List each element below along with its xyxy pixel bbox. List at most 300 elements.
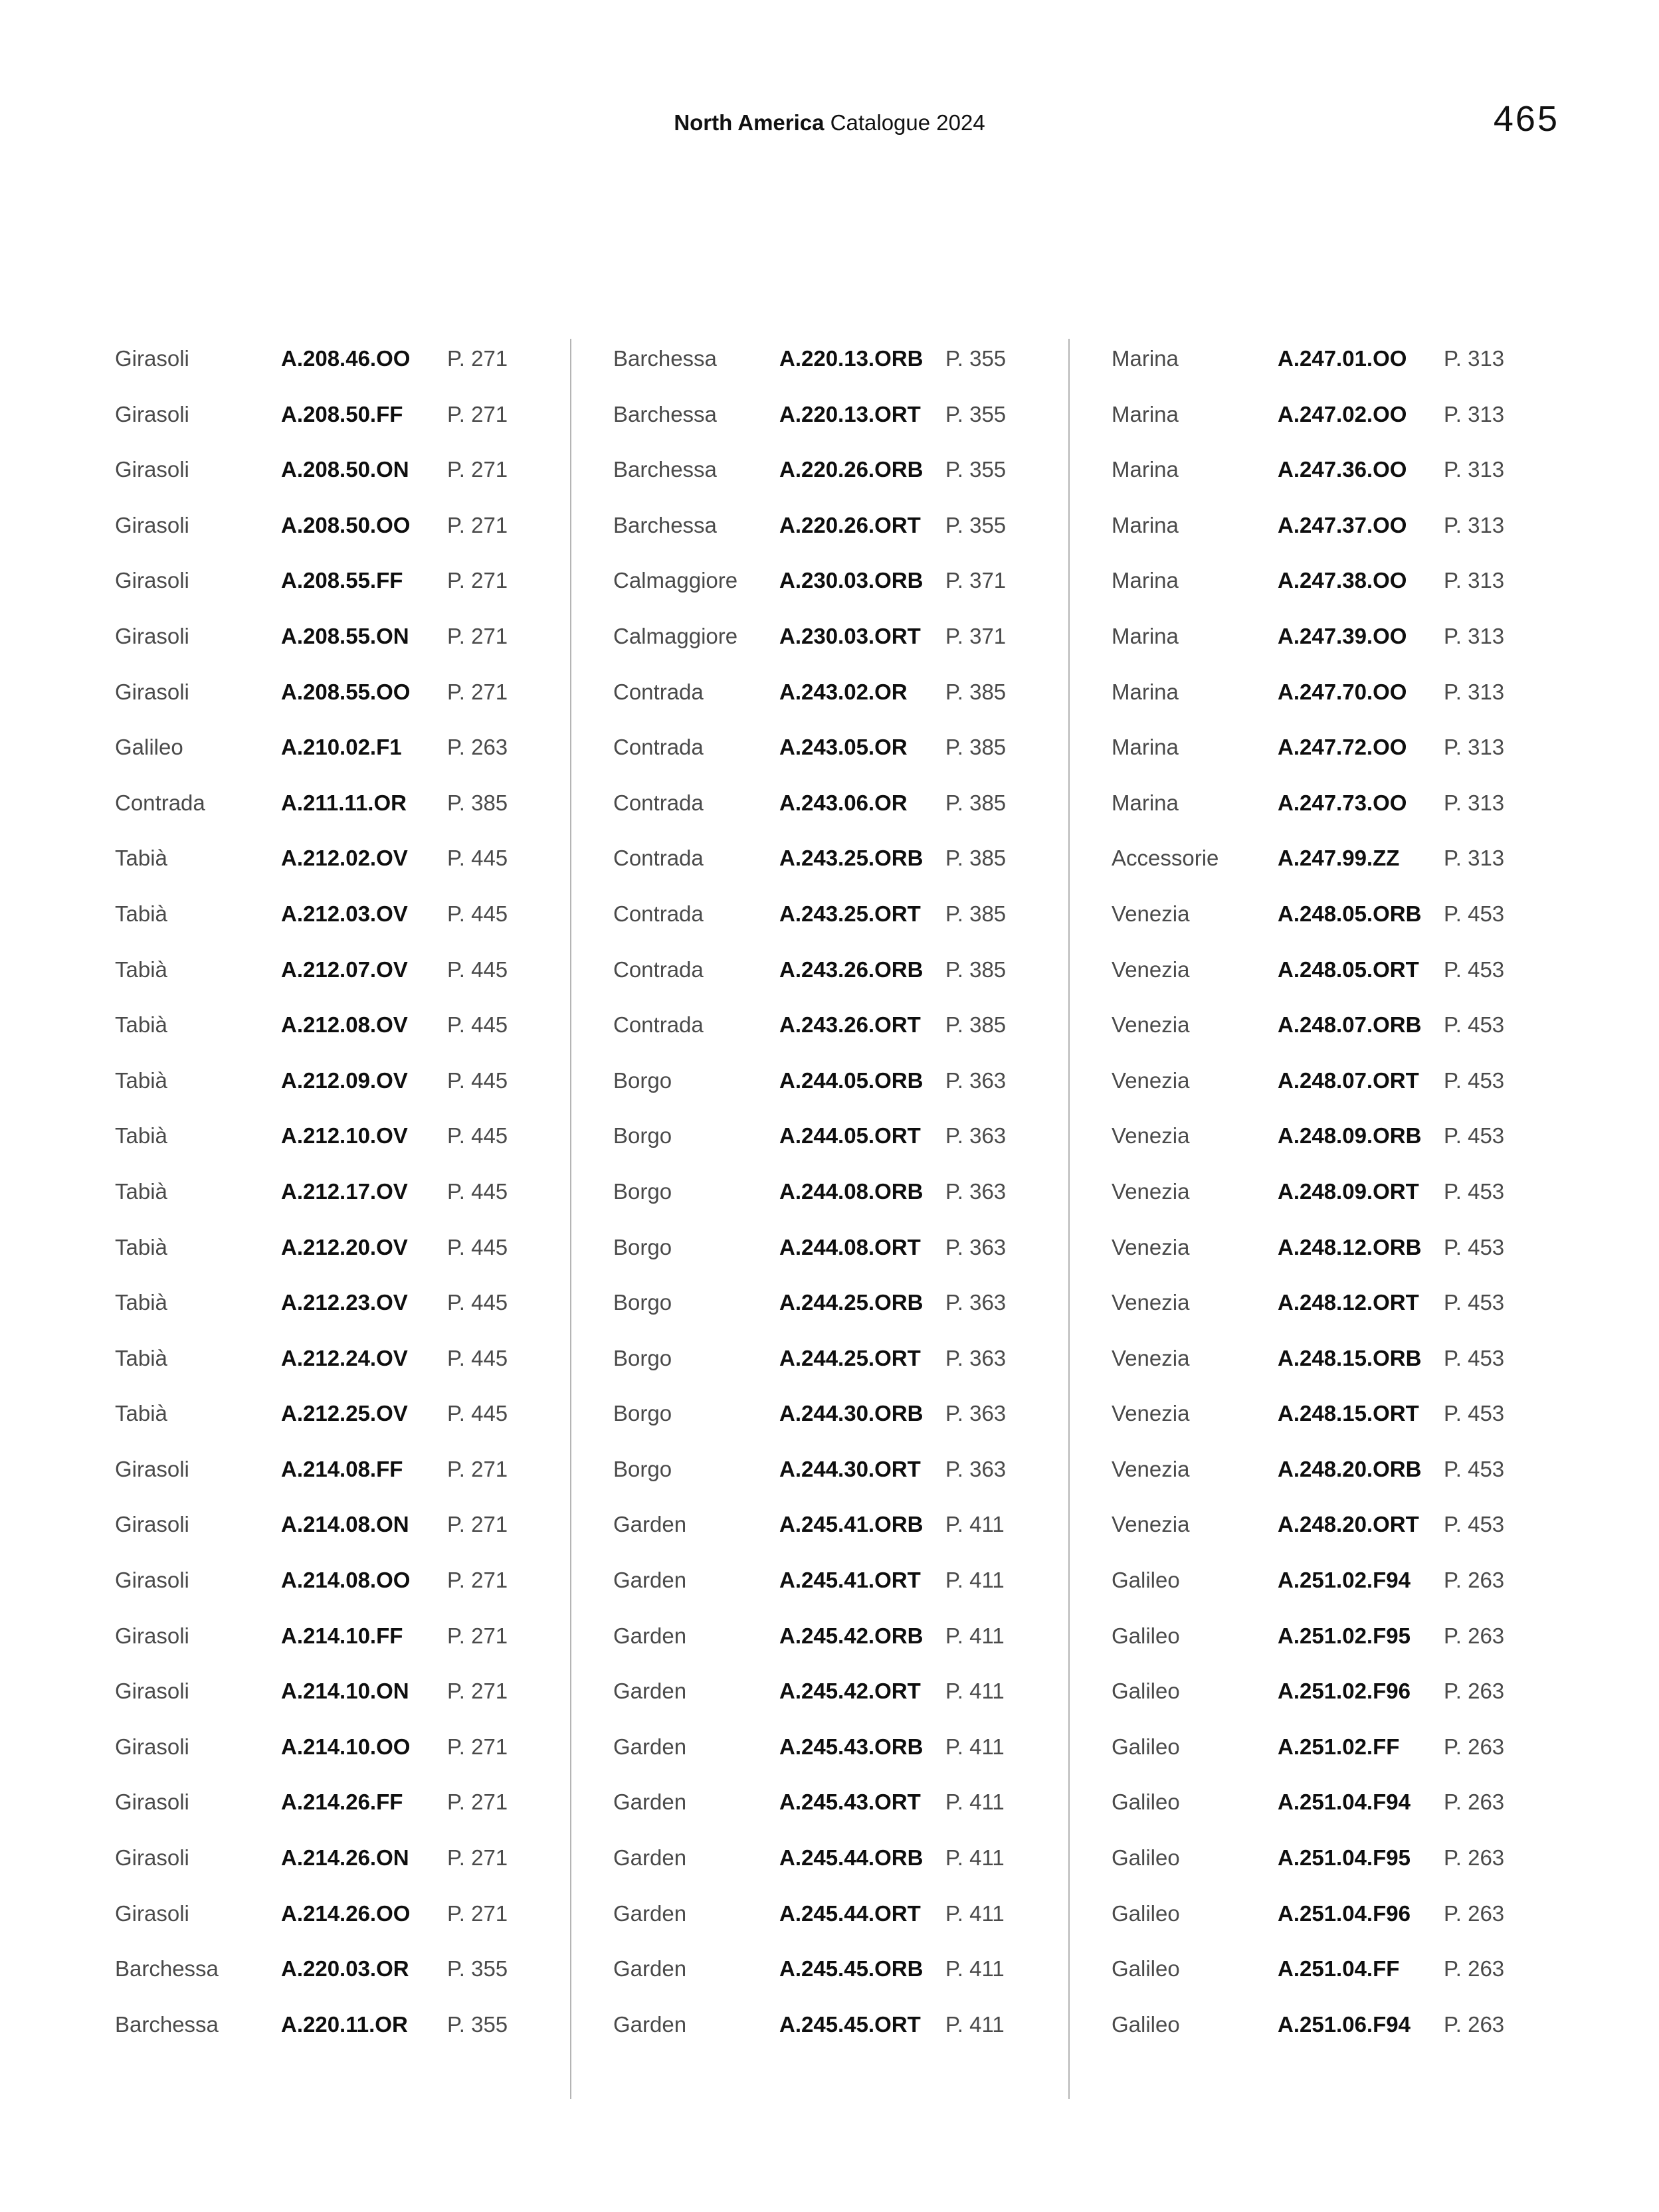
table-row [613,1283,1025,1338]
page-reference: P. 411 [945,1623,1005,1648]
page-reference: P. 313 [1444,346,1505,371]
page-reference: P. 385 [945,846,1007,871]
collection-name: Girasoli [115,512,189,537]
collection-name: Marina [1112,679,1179,704]
table-row [115,450,527,506]
collection-name: Galileo [1112,1900,1180,1926]
page-reference: P. 363 [945,1401,1007,1426]
collection-name: Venezia [1112,1067,1190,1093]
index-table [115,339,1570,2099]
page-reference: P. 313 [1444,512,1505,537]
collection-name: Calmaggiore [613,623,738,648]
index-column-1 [115,339,527,2060]
collection-name: Galileo [1112,1568,1180,1593]
page-reference: P. 411 [945,1679,1005,1704]
product-code: A.243.26.ORT [779,1012,921,1038]
collection-name: Tabià [115,1178,167,1204]
table-row [613,1671,1025,1727]
collection-name: Barchessa [613,457,717,482]
product-code: A.214.26.ON [281,1845,409,1871]
product-code: A.244.30.ORT [779,1456,921,1481]
table-row [613,1228,1025,1283]
collection-name: Contrada [613,790,704,815]
collection-name: Garden [613,1679,687,1704]
collection-name: Marina [1112,790,1179,815]
collection-name: Tabià [115,901,167,926]
product-code: A.243.06.OR [779,790,908,815]
table-row [1112,1449,1523,1505]
table-row [613,561,1025,616]
table-row [115,1116,527,1172]
collection-name: Girasoli [115,1900,189,1926]
product-code: A.248.20.ORB [1278,1456,1422,1481]
product-code: A.243.25.ORB [779,846,924,871]
collection-name: Girasoli [115,679,189,704]
table-row [1112,672,1523,728]
table-row [1112,1394,1523,1449]
product-code: A.251.02.F94 [1278,1568,1411,1593]
page-reference: P. 445 [447,1401,508,1426]
page-reference: P. 263 [1444,1568,1505,1593]
product-code: A.220.26.ORT [779,512,921,537]
page-reference: P. 271 [447,346,508,371]
page-reference: P. 355 [945,512,1007,537]
column-divider [570,339,571,2099]
table-row [1112,1616,1523,1672]
header-brand: North America [674,110,825,135]
page-reference: P. 263 [1444,1845,1505,1871]
collection-name: Barchessa [115,1956,219,1982]
page-reference: P. 313 [1444,568,1505,593]
product-code: A.247.73.OO [1278,790,1407,815]
page-reference: P. 271 [447,1679,508,1704]
product-code: A.214.26.FF [281,1790,403,1815]
page-reference: P. 313 [1444,623,1505,648]
product-code: A.245.45.ORB [779,1956,924,1982]
page-reference: P. 385 [945,957,1007,982]
index-column-2 [613,339,1025,2060]
table-row [115,1005,527,1061]
table-row [613,450,1025,506]
product-code: A.247.37.OO [1278,512,1407,537]
table-row [613,1172,1025,1228]
table-row [613,783,1025,839]
table-row [115,783,527,839]
page-reference: P. 371 [945,568,1007,593]
product-code: A.251.02.F96 [1278,1679,1411,1704]
collection-name: Contrada [613,957,704,982]
table-row [1112,1116,1523,1172]
collection-name: Contrada [613,1012,704,1038]
page-reference: P. 363 [945,1178,1007,1204]
page-reference: P. 453 [1444,957,1505,982]
page-reference: P. 313 [1444,457,1505,482]
table-row [613,1616,1025,1672]
page-reference: P. 313 [1444,401,1505,426]
collection-name: Venezia [1112,1345,1190,1370]
table-row [115,1782,527,1838]
table-row [1112,838,1523,894]
page-reference: P. 263 [1444,2011,1505,2037]
page-reference: P. 445 [447,1012,508,1038]
table-row [1112,2005,1523,2061]
product-code: A.245.44.ORT [779,1900,921,1926]
product-code: A.251.04.FF [1278,1956,1400,1982]
collection-name: Barchessa [613,346,717,371]
product-code: A.251.02.F95 [1278,1623,1411,1648]
product-code: A.211.11.OR [281,790,407,815]
collection-name: Garden [613,1845,687,1871]
collection-name: Tabià [115,1401,167,1426]
table-row [613,1449,1025,1505]
page-reference: P. 453 [1444,1345,1505,1370]
product-code: A.244.05.ORB [779,1067,924,1093]
collection-name: Borgo [613,1401,672,1426]
page-reference: P. 411 [945,1845,1005,1871]
product-code: A.208.46.OO [281,346,411,371]
table-row [115,1283,527,1338]
product-code: A.245.41.ORB [779,1512,924,1537]
collection-name: Venezia [1112,1234,1190,1259]
table-row [115,2005,527,2061]
product-code: A.248.15.ORT [1278,1401,1419,1426]
collection-name: Garden [613,1790,687,1815]
table-row [115,395,527,450]
product-code: A.245.43.ORT [779,1790,921,1815]
page-reference: P. 363 [945,1345,1007,1370]
page-reference: P. 263 [1444,1790,1505,1815]
product-code: A.245.44.ORB [779,1845,924,1871]
page-reference: P. 453 [1444,1012,1505,1038]
table-row [115,1172,527,1228]
product-code: A.245.42.ORB [779,1623,924,1648]
collection-name: Venezia [1112,901,1190,926]
collection-name: Venezia [1112,1512,1190,1537]
product-code: A.251.04.F95 [1278,1845,1411,1871]
product-code: A.214.10.ON [281,1679,409,1704]
table-row [115,894,527,950]
collection-name: Accessorie [1112,846,1219,871]
table-row [613,616,1025,672]
page-reference: P. 271 [447,512,508,537]
collection-name: Girasoli [115,1623,189,1648]
collection-name: Marina [1112,623,1179,648]
page-header [0,110,1659,136]
page-reference: P. 263 [1444,1623,1505,1648]
page-reference: P. 411 [945,1790,1005,1815]
collection-name: Venezia [1112,1290,1190,1315]
collection-name: Borgo [613,1067,672,1093]
page-reference: P. 313 [1444,790,1505,815]
page-reference: P. 355 [447,2011,508,2037]
product-code: A.248.12.ORT [1278,1290,1419,1315]
index-column-3 [1112,339,1523,2060]
product-code: A.244.08.ORT [779,1234,921,1259]
product-code: A.214.08.OO [281,1568,411,1593]
product-code: A.230.03.ORB [779,568,924,593]
table-row [1112,1949,1523,2005]
page-reference: P. 385 [945,901,1007,926]
page-reference: P. 263 [447,735,508,760]
product-code: A.212.23.OV [281,1290,408,1315]
table-row [115,506,527,561]
collection-name: Contrada [115,790,205,815]
page-reference: P. 385 [945,790,1007,815]
table-row [115,672,527,728]
collection-name: Marina [1112,346,1179,371]
table-row [115,339,527,395]
product-code: A.244.25.ORB [779,1290,924,1315]
table-row [613,1338,1025,1394]
collection-name: Garden [613,1900,687,1926]
page-number: 465 [1493,99,1559,139]
page-reference: P. 263 [1444,1900,1505,1926]
product-code: A.214.26.OO [281,1900,411,1926]
table-row [115,1338,527,1394]
collection-name: Garden [613,2011,687,2037]
collection-name: Barchessa [115,2011,219,2037]
collection-name: Girasoli [115,1456,189,1481]
table-row [613,1560,1025,1616]
page-reference: P. 445 [447,1067,508,1093]
product-code: A.212.08.OV [281,1012,408,1038]
collection-name: Galileo [115,735,183,760]
table-row [613,1116,1025,1172]
page-reference: P. 313 [1444,679,1505,704]
collection-name: Venezia [1112,1123,1190,1149]
collection-name: Girasoli [115,623,189,648]
page-reference: P. 271 [447,401,508,426]
table-row [613,1782,1025,1838]
table-row [1112,727,1523,783]
product-code: A.247.36.OO [1278,457,1407,482]
page-reference: P. 271 [447,1456,508,1481]
collection-name: Contrada [613,735,704,760]
product-code: A.251.04.F94 [1278,1790,1411,1815]
table-row [115,1894,527,1950]
product-code: A.212.20.OV [281,1234,408,1259]
table-row [1112,894,1523,950]
table-row [1112,1172,1523,1228]
collection-name: Contrada [613,901,704,926]
product-code: A.244.05.ORT [779,1123,921,1149]
product-code: A.248.07.ORB [1278,1012,1422,1038]
table-row [613,1894,1025,1950]
product-code: A.245.42.ORT [779,1679,921,1704]
page-reference: P. 313 [1444,735,1505,760]
table-row [613,1061,1025,1117]
product-code: A.208.55.ON [281,623,409,648]
table-row [613,395,1025,450]
collection-name: Girasoli [115,568,189,593]
page-reference: P. 263 [1444,1734,1505,1759]
table-row [613,1949,1025,2005]
page-reference: P. 363 [945,1290,1007,1315]
product-code: A.243.05.OR [779,735,908,760]
product-code: A.208.50.ON [281,457,409,482]
collection-name: Galileo [1112,2011,1180,2037]
product-code: A.248.09.ORB [1278,1123,1422,1149]
table-row [115,1727,527,1783]
page-reference: P. 363 [945,1234,1007,1259]
table-row [115,1061,527,1117]
product-code: A.251.06.F94 [1278,2011,1411,2037]
page-reference: P. 271 [447,679,508,704]
table-row [613,1727,1025,1783]
page-reference: P. 271 [447,1512,508,1537]
collection-name: Borgo [613,1234,672,1259]
table-row [115,1505,527,1560]
page-reference: P. 271 [447,457,508,482]
page-reference: P. 363 [945,1123,1007,1149]
collection-name: Borgo [613,1345,672,1370]
product-code: A.247.72.OO [1278,735,1407,760]
product-code: A.244.08.ORB [779,1178,924,1204]
collection-name: Galileo [1112,1623,1180,1648]
product-code: A.220.26.ORB [779,457,924,482]
collection-name: Venezia [1112,1012,1190,1038]
table-row [613,1505,1025,1560]
table-row [1112,395,1523,450]
page-reference: P. 271 [447,568,508,593]
page-reference: P. 445 [447,846,508,871]
table-row [1112,1005,1523,1061]
product-code: A.243.25.ORT [779,901,921,926]
collection-name: Galileo [1112,1956,1180,1982]
page-reference: P. 445 [447,1234,508,1259]
collection-name: Tabià [115,846,167,871]
collection-name: Girasoli [115,1790,189,1815]
product-code: A.220.03.OR [281,1956,409,1982]
collection-name: Tabià [115,957,167,982]
collection-name: Barchessa [613,512,717,537]
collection-name: Contrada [613,679,704,704]
page-reference: P. 411 [945,1568,1005,1593]
collection-name: Borgo [613,1456,672,1481]
collection-name: Marina [1112,568,1179,593]
table-row [115,950,527,1006]
collection-name: Tabià [115,1012,167,1038]
table-row [613,894,1025,950]
page-reference: P. 411 [945,1900,1005,1926]
page-reference: P. 453 [1444,1401,1505,1426]
product-code: A.208.50.OO [281,512,411,537]
page-reference: P. 271 [447,1845,508,1871]
product-code: A.220.11.OR [281,2011,408,2037]
table-row [613,1838,1025,1894]
table-row [613,2005,1025,2061]
page-reference: P. 385 [945,679,1007,704]
table-row [115,1560,527,1616]
page-reference: P. 271 [447,1900,508,1926]
product-code: A.214.08.ON [281,1512,409,1537]
product-code: A.212.10.OV [281,1123,408,1149]
product-code: A.208.50.FF [281,401,403,426]
page-reference: P. 355 [945,401,1007,426]
product-code: A.247.02.OO [1278,401,1407,426]
product-code: A.212.25.OV [281,1401,408,1426]
table-row [1112,339,1523,395]
page-reference: P. 445 [447,1345,508,1370]
product-code: A.244.30.ORB [779,1401,924,1426]
page-reference: P. 271 [447,1790,508,1815]
product-code: A.214.10.FF [281,1623,403,1648]
page-reference: P. 453 [1444,1178,1505,1204]
product-code: A.245.43.ORB [779,1734,924,1759]
product-code: A.208.55.OO [281,679,411,704]
collection-name: Girasoli [115,401,189,426]
product-code: A.212.07.OV [281,957,408,982]
page-reference: P. 445 [447,1178,508,1204]
product-code: A.251.04.F96 [1278,1900,1411,1926]
collection-name: Marina [1112,512,1179,537]
collection-name: Venezia [1112,1401,1190,1426]
table-row [613,672,1025,728]
table-row [115,1449,527,1505]
collection-name: Galileo [1112,1845,1180,1871]
table-row [613,1005,1025,1061]
page-reference: P. 445 [447,1123,508,1149]
table-row [1112,1894,1523,1950]
page-reference: P. 355 [945,346,1007,371]
page-reference: P. 271 [447,623,508,648]
table-row [1112,616,1523,672]
product-code: A.247.01.OO [1278,346,1407,371]
collection-name: Garden [613,1568,687,1593]
table-row [1112,1838,1523,1894]
page-reference: P. 355 [945,457,1007,482]
product-code: A.245.41.ORT [779,1568,921,1593]
collection-name: Garden [613,1956,687,1982]
table-row [613,1394,1025,1449]
page-reference: P. 363 [945,1067,1007,1093]
page-reference: P. 385 [945,735,1007,760]
collection-name: Girasoli [115,346,189,371]
table-row [613,339,1025,395]
product-code: A.247.38.OO [1278,568,1407,593]
collection-name: Girasoli [115,1734,189,1759]
product-code: A.212.17.OV [281,1178,408,1204]
product-code: A.243.02.OR [779,679,908,704]
table-row [115,561,527,616]
product-code: A.251.02.FF [1278,1734,1400,1759]
page-reference: P. 453 [1444,1290,1505,1315]
page-reference: P. 411 [945,2011,1005,2037]
page-reference: P. 445 [447,957,508,982]
page-reference: P. 371 [945,623,1007,648]
collection-name: Marina [1112,457,1179,482]
page-reference: P. 355 [447,1956,508,1982]
product-code: A.248.05.ORT [1278,957,1419,982]
page-reference: P. 453 [1444,1234,1505,1259]
product-code: A.220.13.ORB [779,346,924,371]
collection-name: Marina [1112,735,1179,760]
product-code: A.245.45.ORT [779,2011,921,2037]
table-row [115,616,527,672]
product-code: A.247.70.OO [1278,679,1407,704]
table-row [115,1228,527,1283]
product-code: A.243.26.ORB [779,957,924,982]
table-row [1112,1671,1523,1727]
collection-name: Venezia [1112,1178,1190,1204]
collection-name: Galileo [1112,1679,1180,1704]
page-reference: P. 363 [945,1456,1007,1481]
page-reference: P. 453 [1444,1512,1505,1537]
collection-name: Borgo [613,1123,672,1149]
table-row [1112,1505,1523,1560]
table-row [613,950,1025,1006]
table-row [1112,1283,1523,1338]
